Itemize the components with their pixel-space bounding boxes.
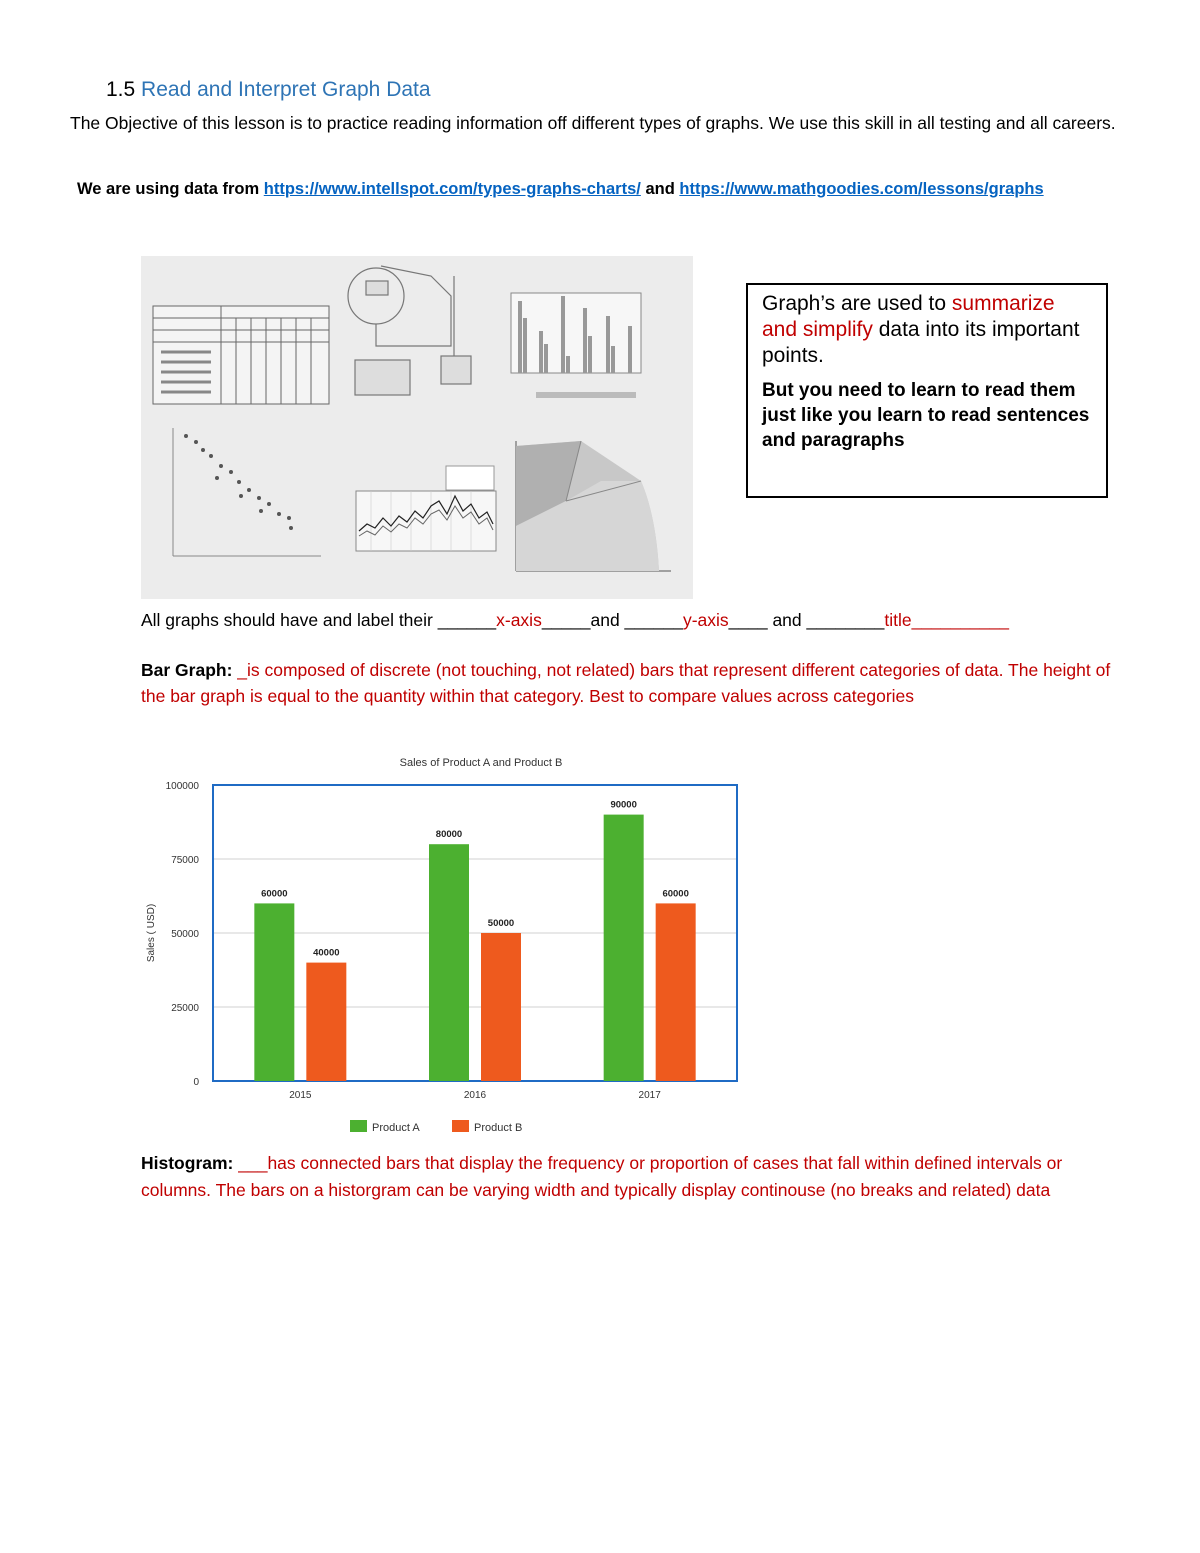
- bar-graph-definition: [141, 657, 1131, 709]
- histogram-text: has connected bars that display the frequency or proportion of cases that fall within defined intervals or columns. The bars on a historgram can be varying width and typically display continouse (no breaks and related) data: [141, 1153, 1063, 1200]
- sales-bar-chart: [140, 748, 750, 1148]
- x-tick-label: 2017: [638, 1090, 661, 1101]
- histogram-blank: ___: [233, 1153, 268, 1173]
- callout-part1: Graph’s are used to: [762, 292, 952, 315]
- labels-mid1: _____and ______: [541, 610, 683, 630]
- legend-label: Product B: [474, 1122, 523, 1134]
- sources-prefix: We are using data from: [77, 180, 264, 198]
- bar-product-a-2015: [254, 903, 294, 1081]
- page-heading: [106, 78, 431, 102]
- bar-product-a-2017: [604, 815, 644, 1081]
- labels-tail: __________: [911, 610, 1009, 630]
- labels-mid2: ____ and ________: [728, 610, 885, 630]
- labels-lead: All graphs should have and label their ______: [141, 610, 497, 630]
- bar-graph-detail: The height of the bar graph is equal to the quantity within that category. Best to compare values across categories: [141, 660, 1111, 706]
- labels-y-axis: y-axis: [682, 610, 729, 630]
- bar-product-b-2016: [481, 933, 521, 1081]
- bar-graph-term: Bar Graph:: [141, 660, 233, 680]
- callout-box: [746, 283, 1108, 498]
- histogram-definition: [141, 1150, 1131, 1204]
- data-label: 60000: [662, 888, 689, 900]
- callout-highlight: summarize and simplify: [762, 292, 1055, 341]
- data-label: 80000: [435, 829, 463, 841]
- y-tick-label: 25000: [171, 1003, 199, 1014]
- intellspot-link[interactable]: https://www.intellspot.com/types-graphs-charts/: [263, 180, 641, 198]
- heading-title: Read and Interpret Graph Data: [141, 78, 431, 101]
- chart-title: Sales of Product A and Product B: [399, 757, 563, 769]
- legend-swatch: [350, 1120, 367, 1132]
- y-tick-label: 75000: [171, 855, 199, 866]
- sources-line: [77, 180, 1044, 199]
- callout-second: But you need to learn to read them just like you learn to read sentences and paragraphs: [762, 380, 1090, 451]
- legend-swatch: [452, 1120, 469, 1132]
- y-tick-label: 0: [193, 1077, 199, 1088]
- labels-sentence: [141, 605, 1009, 635]
- labels-x-axis: x-axis: [496, 610, 542, 630]
- y-tick-label: 100000: [165, 781, 199, 792]
- bar-product-a-2016: [429, 844, 469, 1081]
- histogram-term: Histogram:: [141, 1153, 234, 1173]
- table-thumbnail: [153, 306, 329, 404]
- data-label: 90000: [610, 799, 637, 811]
- heading-number: 1.5: [106, 78, 136, 101]
- graph-types-collage-image: [141, 256, 693, 599]
- x-tick-label: 2016: [463, 1090, 487, 1101]
- bar-product-b-2015: [306, 963, 346, 1081]
- data-label: 60000: [261, 888, 288, 900]
- legend-label: Product A: [372, 1122, 420, 1134]
- bar-product-b-2017: [656, 903, 696, 1081]
- data-label: 40000: [313, 947, 340, 959]
- labels-title: title: [884, 610, 912, 630]
- x-tick-label: 2015: [289, 1090, 312, 1101]
- bar-graph-text: _is composed of discrete (not touching, not related) bars that represent different categories of data.: [232, 660, 1004, 680]
- callout-main: [762, 291, 1092, 369]
- sources-and: and: [640, 180, 680, 198]
- y-tick-label: 50000: [171, 929, 199, 940]
- mathgoodies-link[interactable]: https://www.mathgoodies.com/lessons/graphs: [679, 180, 1044, 198]
- objective-paragraph: The Objective of this lesson is to practice reading information off different types of graphs. We use this skill in all testing and all careers.: [70, 113, 1116, 133]
- callout-part2: data into its important points.: [762, 318, 1080, 367]
- y-axis-label: Sales ( USD): [146, 903, 157, 963]
- data-label: 50000: [487, 918, 515, 929]
